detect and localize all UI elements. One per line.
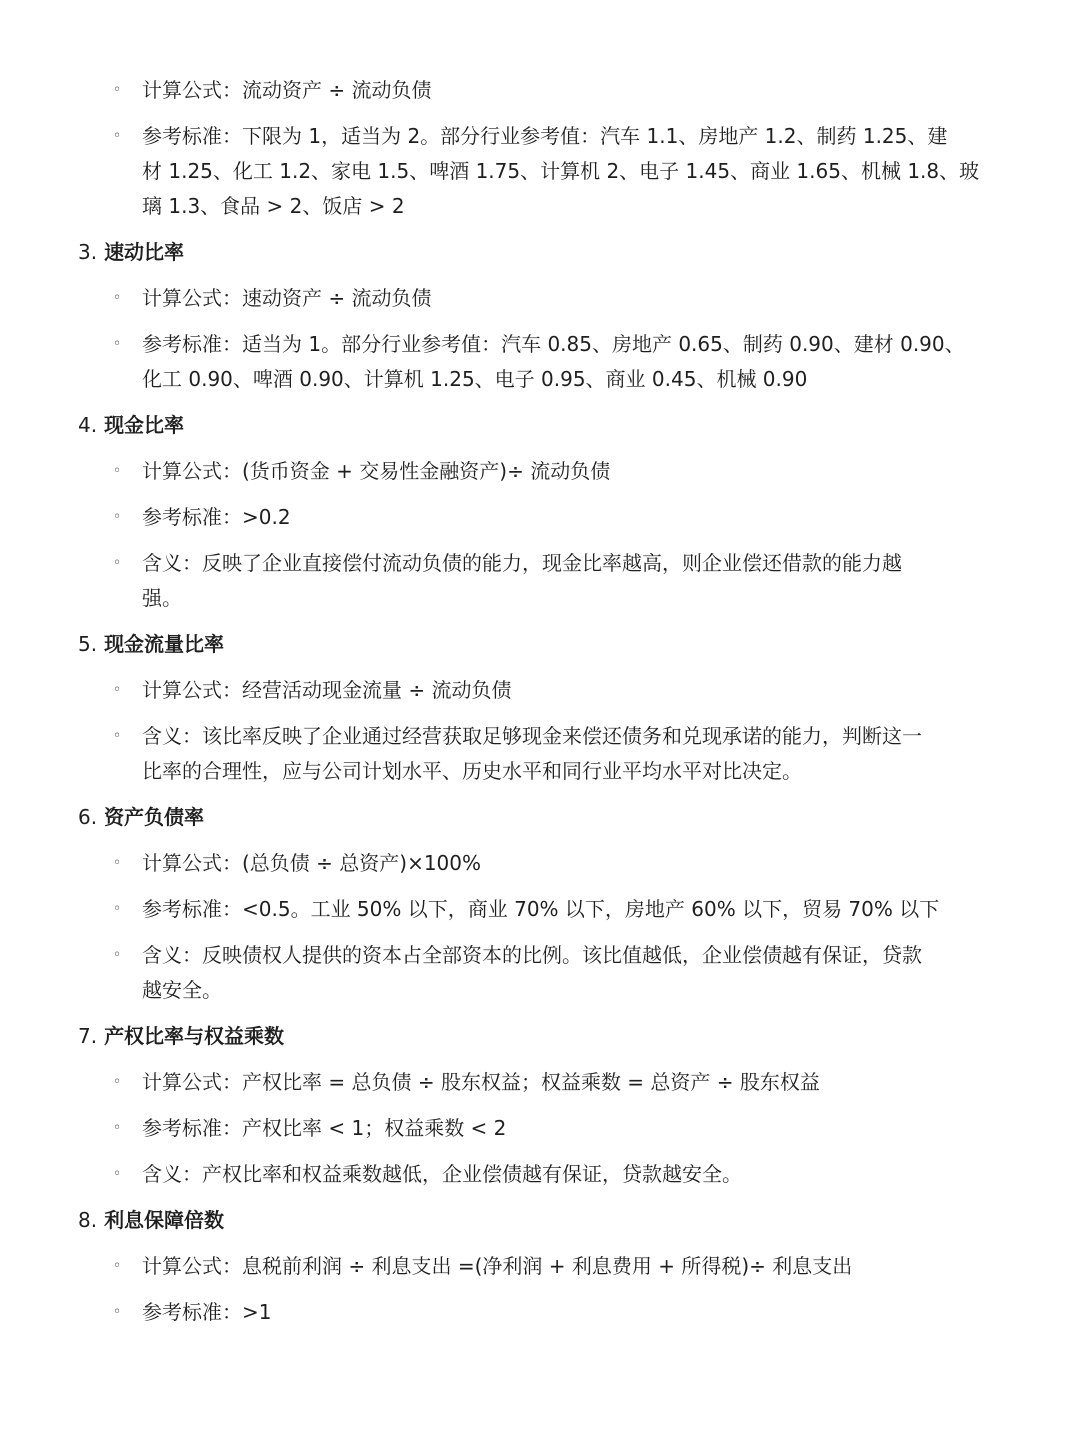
heading-number: 6. bbox=[78, 805, 98, 829]
list-item bbox=[0, 281, 1080, 316]
section-heading bbox=[0, 627, 1080, 662]
bullet-icon: ◦ bbox=[113, 947, 122, 963]
heading-title: 现金比率 bbox=[104, 413, 185, 437]
list-item bbox=[0, 327, 1080, 397]
heading-number: 4. bbox=[78, 413, 98, 437]
section-heading bbox=[0, 1019, 1080, 1054]
list-item bbox=[0, 1111, 1080, 1146]
list-item-text: 计算公式：速动资产 ÷ 流动负债 bbox=[142, 286, 432, 310]
list-item-text: 含义：该比率反映了企业通过经营获取足够现金来偿还债务和兑现承诺的能力，判断这一 bbox=[142, 724, 922, 748]
list-item-text: 计算公式：(货币资金 + 交易性金融资产)÷ 流动负债 bbox=[142, 459, 611, 483]
list-item bbox=[0, 1157, 1080, 1192]
bullet-icon: ◦ bbox=[113, 1258, 122, 1274]
section-heading bbox=[0, 1203, 1080, 1238]
bullet-icon: ◦ bbox=[113, 509, 122, 525]
bullet-icon: ◦ bbox=[113, 1120, 122, 1136]
heading-title: 现金流量比率 bbox=[104, 632, 225, 656]
list-item-text: 比率的合理性，应与公司计划水平、历史水平和同行业平均水平对比决定。 bbox=[142, 759, 802, 783]
bullet-icon: ◦ bbox=[113, 682, 122, 698]
list-item-text: 计算公式：流动资产 ÷ 流动负债 bbox=[142, 78, 432, 102]
heading-title: 产权比率与权益乘数 bbox=[104, 1024, 285, 1048]
list-item bbox=[0, 892, 1080, 927]
list-item-text: 计算公式：产权比率 = 总负债 ÷ 股东权益；权益乘数 = 总资产 ÷ 股东权益 bbox=[142, 1070, 820, 1094]
bullet-icon: ◦ bbox=[113, 901, 122, 917]
list-item bbox=[0, 73, 1080, 108]
bullet-icon: ◦ bbox=[113, 728, 122, 744]
list-item-text: 强。 bbox=[142, 586, 182, 610]
bullet-icon: ◦ bbox=[113, 1166, 122, 1182]
list-item bbox=[0, 846, 1080, 881]
list-item-text: 参考标准：<0.5。工业 50% 以下，商业 70% 以下，房地产 60% 以下，贸易 70% 以下 bbox=[142, 897, 940, 921]
list-item-text: 计算公式：(总负债 ÷ 总资产)×100% bbox=[142, 851, 482, 875]
list-item-text: 参考标准：>0.2 bbox=[142, 505, 291, 529]
document-body bbox=[0, 73, 1080, 1341]
bullet-icon: ◦ bbox=[113, 1304, 122, 1320]
bullet-icon: ◦ bbox=[113, 336, 122, 352]
heading-title: 速动比率 bbox=[104, 240, 185, 264]
list-item-text: 参考标准：下限为 1，适当为 2。部分行业参考值：汽车 1.1、房地产 1.2、制药 1.25、建 bbox=[142, 124, 948, 148]
list-item-text: 越安全。 bbox=[142, 978, 222, 1002]
list-item-text: 含义：反映了企业直接偿付流动负债的能力，现金比率越高，则企业偿还借款的能力越 bbox=[142, 551, 902, 575]
bullet-icon: ◦ bbox=[113, 855, 122, 871]
bullet-icon: ◦ bbox=[113, 555, 122, 571]
section-heading bbox=[0, 235, 1080, 270]
list-item bbox=[0, 119, 1080, 224]
section-heading bbox=[0, 408, 1080, 443]
heading-number: 3. bbox=[78, 240, 98, 264]
list-item bbox=[0, 500, 1080, 535]
list-item-text: 含义：反映债权人提供的资本占全部资本的比例。该比值越低，企业偿债越有保证，贷款 bbox=[142, 943, 922, 967]
list-item bbox=[0, 1249, 1080, 1284]
list-item-text: 参考标准：>1 bbox=[142, 1300, 272, 1324]
list-item-text: 化工 0.90、啤酒 0.90、计算机 1.25、电子 0.95、商业 0.45、机械 0.90 bbox=[142, 367, 808, 391]
list-item-text: 璃 1.3、食品 > 2、饭店 > 2 bbox=[142, 194, 405, 218]
list-item-text: 材 1.25、化工 1.2、家电 1.5、啤酒 1.75、计算机 2、电子 1.45、商业 1.65、机械 1.8、玻 bbox=[142, 159, 980, 183]
list-item bbox=[0, 1065, 1080, 1100]
list-item bbox=[0, 546, 1080, 616]
list-item bbox=[0, 1295, 1080, 1330]
bullet-icon: ◦ bbox=[113, 290, 122, 306]
list-item bbox=[0, 719, 1080, 789]
heading-title: 资产负债率 bbox=[104, 805, 205, 829]
bullet-icon: ◦ bbox=[113, 82, 122, 98]
bullet-icon: ◦ bbox=[113, 1074, 122, 1090]
bullet-icon: ◦ bbox=[113, 128, 122, 144]
bullet-icon: ◦ bbox=[113, 463, 122, 479]
heading-title: 利息保障倍数 bbox=[104, 1208, 225, 1232]
heading-number: 7. bbox=[78, 1024, 98, 1048]
list-item-text: 含义：产权比率和权益乘数越低，企业偿债越有保证，贷款越安全。 bbox=[142, 1162, 742, 1186]
list-item-text: 计算公式：息税前利润 ÷ 利息支出 =(净利润 + 利息费用 + 所得税)÷ 利息支出 bbox=[142, 1254, 853, 1278]
heading-number: 8. bbox=[78, 1208, 98, 1232]
list-item bbox=[0, 938, 1080, 1008]
list-item-text: 计算公式：经营活动现金流量 ÷ 流动负债 bbox=[142, 678, 512, 702]
section-heading bbox=[0, 800, 1080, 835]
list-item bbox=[0, 673, 1080, 708]
heading-number: 5. bbox=[78, 632, 98, 656]
list-item-text: 参考标准：适当为 1。部分行业参考值：汽车 0.85、房地产 0.65、制药 0.90、建材 0.90、 bbox=[142, 332, 965, 356]
list-item bbox=[0, 454, 1080, 489]
list-item-text: 参考标准：产权比率 < 1；权益乘数 < 2 bbox=[142, 1116, 507, 1140]
